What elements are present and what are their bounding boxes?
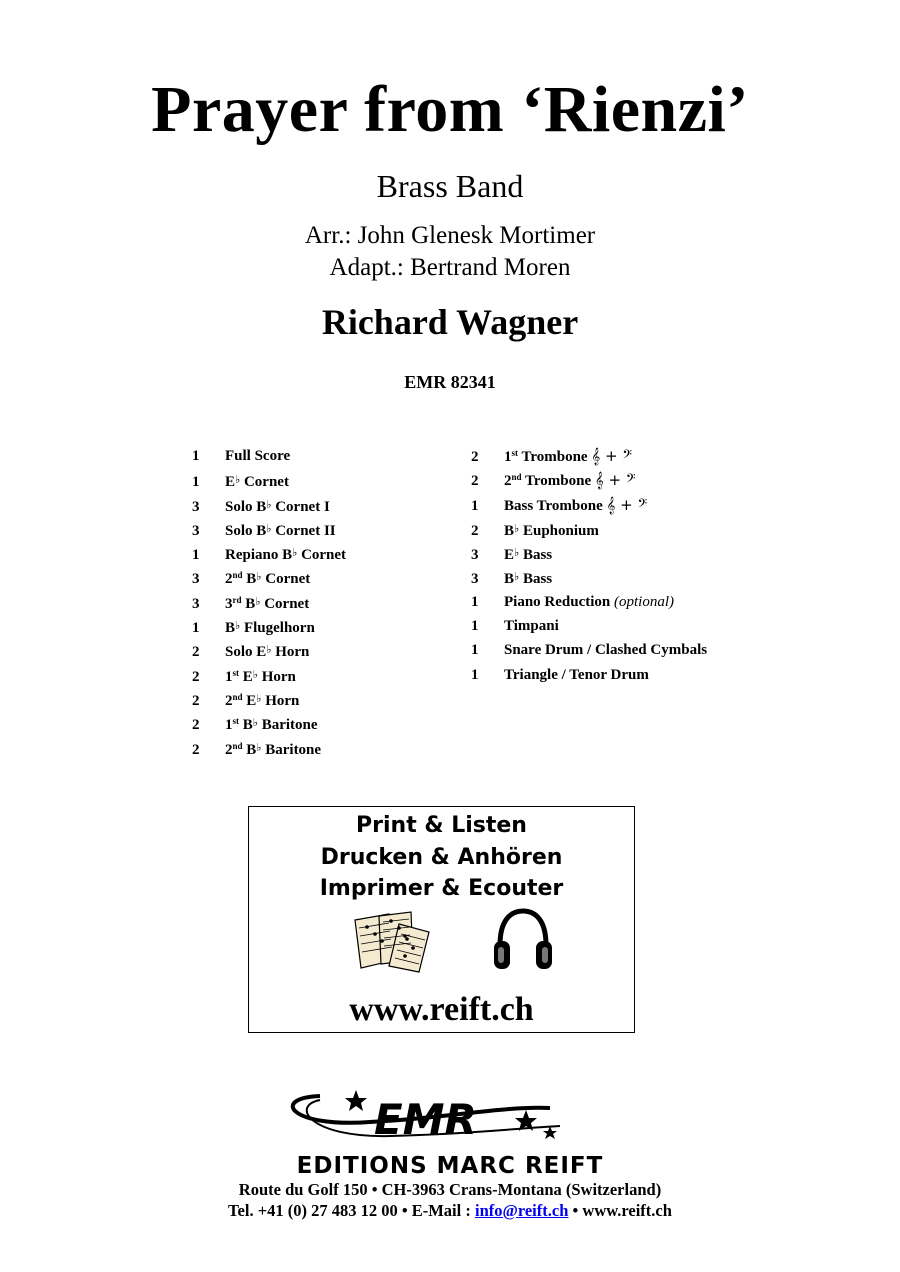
footer-address: Route du Golf 150 • CH-3963 Crans-Montana (Switzerland) bbox=[238, 1180, 662, 1199]
part-name: E bbox=[242, 692, 257, 709]
part-name: Flugelhorn bbox=[240, 620, 315, 637]
part-quantity: 1 bbox=[471, 666, 479, 683]
part-name: B bbox=[239, 717, 253, 734]
flat-sign: ♭ bbox=[235, 620, 241, 633]
part-name: Bass bbox=[519, 571, 553, 588]
part-row bbox=[192, 711, 346, 735]
part-name: Triangle / Tenor Drum bbox=[504, 666, 649, 683]
catalog-number: EMR 82341 bbox=[404, 372, 496, 392]
part-row bbox=[471, 541, 707, 565]
part-name: 1 bbox=[504, 449, 512, 465]
logo-text: EMR bbox=[374, 1095, 477, 1144]
email-link[interactable]: info@reift.ch bbox=[474, 1201, 569, 1220]
part-quantity: 2 bbox=[192, 692, 200, 709]
page-title: Prayer from ‘Rienzi’ bbox=[151, 73, 749, 146]
part-quantity: 2 bbox=[471, 473, 479, 490]
sheet-music-icon bbox=[349, 910, 441, 974]
promo-line-english: Print & Listen bbox=[356, 813, 527, 838]
flat-sign: ♭ bbox=[256, 571, 262, 584]
part-quantity: 3 bbox=[192, 522, 200, 539]
print-listen-box bbox=[248, 806, 635, 1033]
promo-line-german: Drucken & Anhören bbox=[320, 845, 563, 870]
part-name: Cornet bbox=[261, 571, 311, 588]
part-quantity: 2 bbox=[471, 449, 479, 465]
clef-icons: 𝄞 + 𝄢 bbox=[606, 495, 648, 514]
part-quantity: 2 bbox=[471, 522, 479, 539]
footer-tel: Tel. +41 (0) 27 483 12 00 • E-Mail : bbox=[228, 1201, 475, 1220]
part-name: 3 bbox=[225, 595, 233, 612]
part-name: B bbox=[504, 571, 515, 588]
part-name: Horn bbox=[261, 692, 300, 709]
part-name: Full Score bbox=[225, 448, 291, 464]
part-ordinal: nd bbox=[511, 472, 522, 483]
part-name: Solo B bbox=[225, 498, 267, 515]
part-quantity: 3 bbox=[192, 595, 200, 612]
part-quantity: 1 bbox=[471, 593, 479, 610]
part-name: Horn bbox=[271, 644, 310, 661]
part-row bbox=[192, 736, 346, 760]
part-row bbox=[471, 663, 707, 687]
part-name: Bass bbox=[519, 547, 553, 564]
part-name: E bbox=[225, 474, 236, 491]
part-row bbox=[192, 468, 346, 492]
part-name: Euphonium bbox=[519, 522, 599, 539]
clef-icons: 𝄞 + 𝄢 bbox=[591, 447, 632, 465]
part-name: Baritone bbox=[261, 741, 322, 758]
part-row bbox=[471, 565, 707, 589]
part-name: B bbox=[241, 595, 256, 612]
part-quantity: 2 bbox=[192, 644, 200, 661]
part-row bbox=[192, 638, 346, 662]
part-row bbox=[471, 517, 707, 541]
promo-line-french: Imprimer & Ecouter bbox=[319, 876, 564, 901]
flat-sign: ♭ bbox=[266, 522, 272, 535]
part-name: E bbox=[239, 668, 253, 685]
part-ordinal: nd bbox=[232, 740, 243, 751]
parts-list-left bbox=[192, 444, 346, 760]
part-name: Cornet bbox=[240, 474, 289, 491]
part-name: 2 bbox=[504, 473, 512, 490]
part-ordinal: st bbox=[232, 667, 239, 678]
part-optional-note: (optional) bbox=[614, 593, 675, 610]
part-quantity: 3 bbox=[192, 498, 200, 515]
part-row bbox=[192, 517, 346, 541]
part-name: B bbox=[225, 620, 236, 637]
part-name: 2 bbox=[225, 571, 233, 588]
flat-sign: ♭ bbox=[235, 474, 241, 487]
composer: Richard Wagner bbox=[321, 302, 579, 342]
part-name: 1 bbox=[225, 668, 233, 685]
part-quantity: 1 bbox=[192, 448, 200, 464]
part-name: E bbox=[504, 547, 515, 564]
arranger: Arr.: John Glenesk Mortimer bbox=[304, 222, 596, 249]
part-quantity: 2 bbox=[192, 741, 200, 758]
part-row bbox=[192, 565, 346, 589]
part-ordinal: nd bbox=[232, 570, 243, 581]
emr-logo bbox=[250, 1088, 650, 1152]
part-quantity: 1 bbox=[192, 547, 200, 564]
part-name: B bbox=[242, 741, 257, 758]
flat-sign: ♭ bbox=[514, 571, 520, 584]
part-name: Cornet I bbox=[271, 498, 330, 515]
part-quantity: 3 bbox=[471, 571, 479, 588]
part-ordinal: rd bbox=[232, 594, 242, 605]
part-row bbox=[471, 493, 707, 517]
flat-sign: ♭ bbox=[292, 547, 298, 560]
part-name: Piano Reduction bbox=[504, 593, 615, 610]
part-name: Horn bbox=[257, 668, 296, 685]
adapter: Adapt.: Bertrand Moren bbox=[329, 254, 571, 281]
part-quantity: 1 bbox=[471, 642, 479, 659]
flat-sign: ♭ bbox=[252, 717, 258, 730]
part-name: 1 bbox=[225, 717, 233, 734]
part-name: Solo B bbox=[225, 522, 267, 539]
part-name: Cornet II bbox=[271, 522, 336, 539]
part-quantity: 1 bbox=[471, 618, 479, 635]
part-row bbox=[471, 590, 707, 614]
part-row bbox=[192, 493, 346, 517]
part-name: Cornet bbox=[260, 595, 310, 612]
part-name: Bass Trombone bbox=[504, 497, 607, 514]
part-ordinal: st bbox=[511, 448, 518, 458]
publisher-name: EDITIONS MARC REIFT bbox=[296, 1153, 604, 1179]
part-quantity: 1 bbox=[192, 474, 200, 491]
flat-sign: ♭ bbox=[256, 692, 262, 705]
part-row bbox=[471, 638, 707, 662]
part-ordinal: st bbox=[232, 716, 239, 727]
part-row bbox=[192, 663, 346, 687]
part-row bbox=[192, 614, 346, 638]
flat-sign: ♭ bbox=[514, 547, 520, 560]
part-name: Cornet bbox=[297, 547, 347, 564]
part-ordinal: nd bbox=[232, 691, 243, 702]
part-quantity: 3 bbox=[471, 547, 479, 564]
footer-web[interactable]: • www.reift.ch bbox=[568, 1201, 672, 1220]
footer-contact bbox=[0, 1201, 900, 1221]
part-name: B bbox=[242, 571, 257, 588]
promo-website[interactable]: www.reift.ch bbox=[349, 991, 534, 1028]
part-quantity: 2 bbox=[192, 668, 200, 685]
part-name: 2 bbox=[225, 692, 233, 709]
part-quantity: 1 bbox=[471, 497, 479, 514]
part-name: 2 bbox=[225, 741, 233, 758]
part-quantity: 3 bbox=[192, 571, 200, 588]
part-name: Repiano B bbox=[225, 547, 293, 564]
subtitle: Brass Band bbox=[376, 168, 524, 204]
part-name: Timpani bbox=[504, 618, 559, 635]
flat-sign: ♭ bbox=[514, 522, 520, 535]
flat-sign: ♭ bbox=[266, 644, 272, 657]
headphones-icon bbox=[492, 907, 554, 973]
part-name: Trombone bbox=[521, 473, 595, 490]
clef-icons: 𝄞 + 𝄢 bbox=[594, 471, 636, 490]
part-row bbox=[471, 444, 707, 468]
parts-list-right bbox=[471, 444, 707, 687]
part-row bbox=[192, 590, 346, 614]
flat-sign: ♭ bbox=[255, 595, 261, 608]
flat-sign: ♭ bbox=[256, 741, 262, 754]
part-row bbox=[192, 444, 346, 468]
part-row bbox=[192, 541, 346, 565]
part-row bbox=[192, 687, 346, 711]
part-name: Baritone bbox=[257, 717, 318, 734]
part-name: Snare Drum / Clashed Cymbals bbox=[504, 642, 708, 659]
flat-sign: ♭ bbox=[266, 498, 272, 511]
part-name: Trombone bbox=[518, 449, 592, 465]
part-quantity: 1 bbox=[192, 620, 200, 637]
flat-sign: ♭ bbox=[252, 668, 258, 681]
part-row bbox=[471, 468, 707, 492]
part-row bbox=[471, 614, 707, 638]
part-quantity: 2 bbox=[192, 717, 200, 734]
part-name: B bbox=[504, 522, 515, 539]
part-name: Solo E bbox=[225, 644, 267, 661]
